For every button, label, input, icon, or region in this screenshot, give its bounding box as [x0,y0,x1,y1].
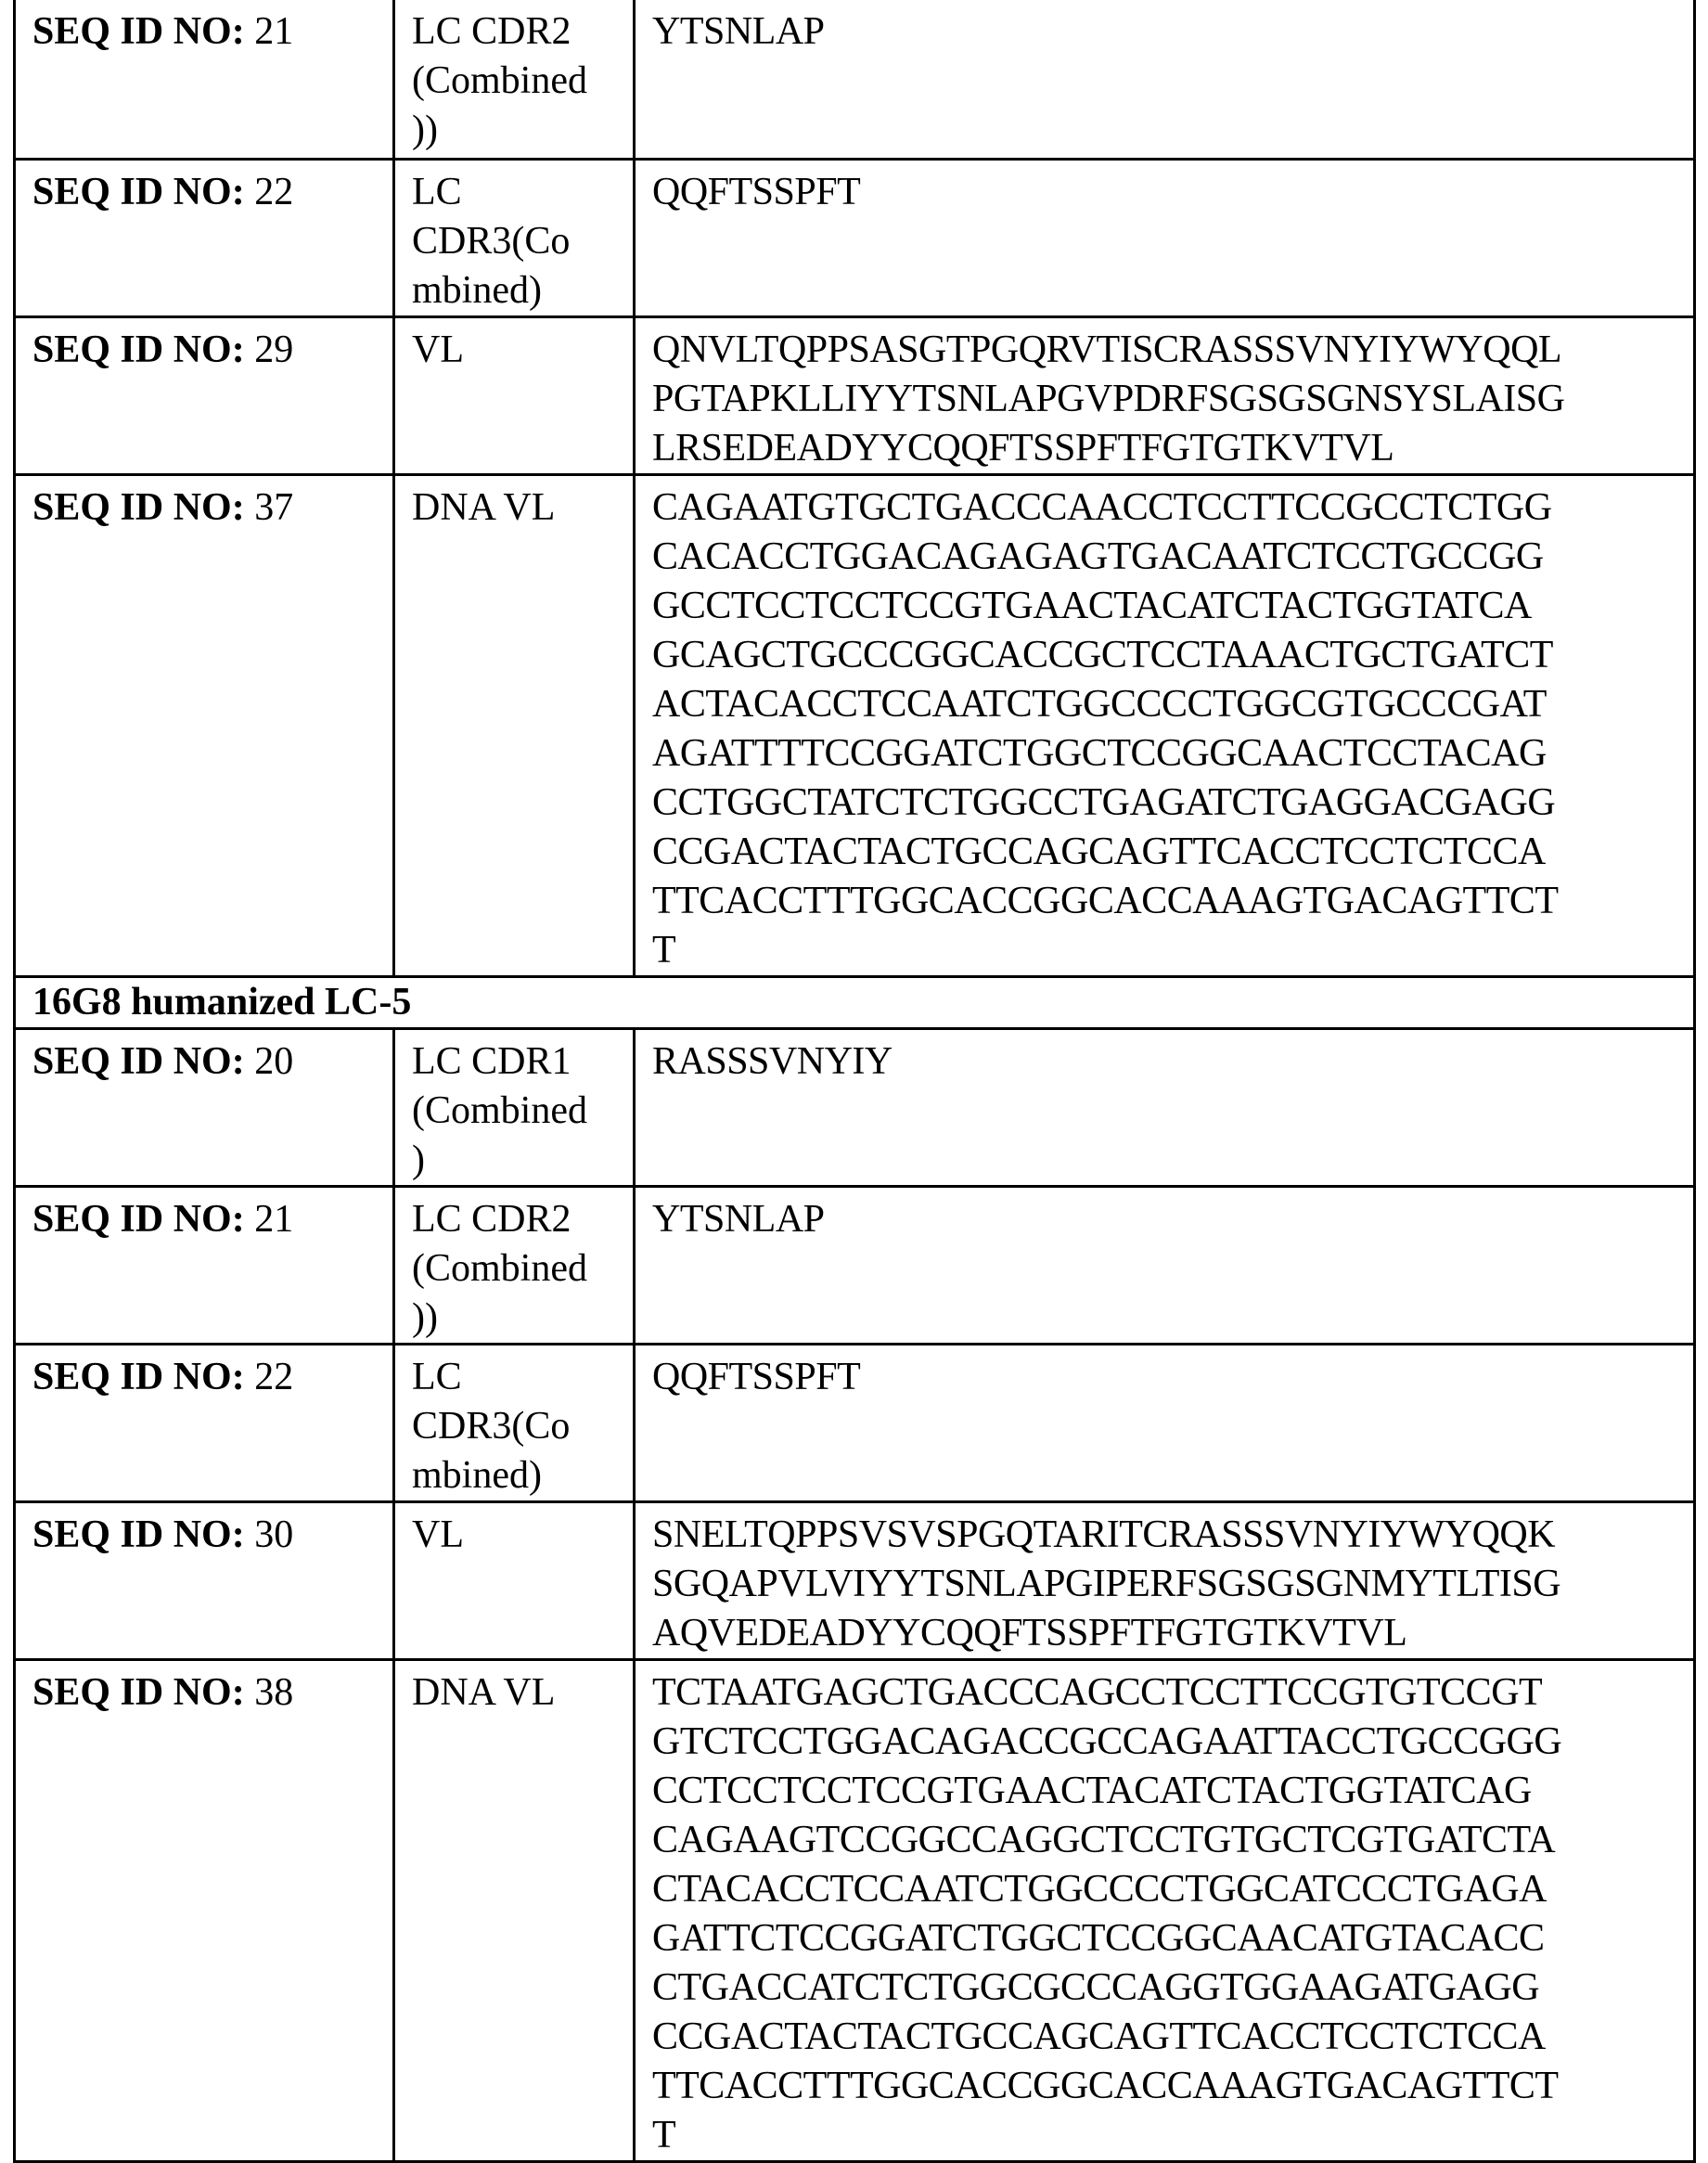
table-row [15,160,1695,317]
table-row [15,317,1695,475]
sequence-cell: CAGAATGTGCTGACCCAACCTCCTTCCGCCTCTGG CACACCTGGACAGAGAGTGACAATCTCCTGCCGG GCCTCCTCCTCCGTGAACTACATCTACTGGTATCA GCAGCTGCCCGGCACCGCTCCTAAACTGCTGATCT ACTACACCTCCAATCTGGCCCCTGGCGTGCCCGAT AGATTTTCCGGATCTGGCTCCGGCAACTCCTACAG CCTGGCTATCTCTGGCCTGAGATCTGAGGACGAGG CCGACTACTACTGCCAGCAGTTCACCTCCTCTCCA TTCACCTTTGGCACCGGCACCAAAGTGACAGTTCT T [635,475,1695,977]
table-row [15,1502,1695,1660]
table-row [15,1029,1695,1187]
region-cell: VL [394,317,635,475]
region-cell: LC CDR1 (Combined ) [394,1029,635,1187]
table-row [15,0,1695,160]
seq-id-label: SEQ ID NO: [32,1671,245,1714]
seq-id-label: SEQ ID NO: [32,328,245,371]
seq-id-label: SEQ ID NO: [32,1513,245,1556]
sequence-cell: SNELTQPPSVSVSPGQTARITCRASSSVNYIYWYQQK SGQAPVLVIYYTSNLAPGIPERFSGSGSGNMYTLTISG AQVEDEADYYCQQFTSSPFTFGTGTKVTVL [635,1502,1695,1660]
sequence-cell: YTSNLAP [635,1187,1695,1345]
region-cell: LC CDR2 (Combined )) [394,1187,635,1345]
seq-id-cell [15,1187,394,1345]
seq-id-number: 38 [254,1671,293,1714]
seq-id-number: 30 [254,1513,293,1556]
table-row [15,475,1695,977]
seq-id-label: SEQ ID NO: [32,1198,245,1241]
seq-id-number: 37 [254,486,293,529]
seq-id-cell [15,475,394,977]
seq-id-number: 22 [254,171,293,213]
sequence-cell: TCTAATGAGCTGACCCAGCCTCCTTCCGTGTCCGT GTCTCCTGGACAGACCGCCAGAATTACCTGCCGGG CCTCCTCCTCCGTGAACTACATCTACTGGTATCAG CAGAAGTCCGGCCAGGCTCCTGTGCTCGTGATCTA CTACACCTCCAATCTGGCCCCTGGCATCCCTGAGA GATTCTCCGGATCTGGCTCCGGCAACATGTACACC CTGACCATCTCTGGCGCCCAGGTGGAAGATGAGG CCGACTACTACTGCCAGCAGTTCACCTCCTCTCCA TTCACCTTTGGCACCGGCACCAAAGTGACAGTTCT T [635,1660,1695,2162]
seq-id-cell [15,1660,394,2162]
region-cell: DNA VL [394,1660,635,2162]
section-header-row [15,977,1695,1029]
sequence-cell: RASSSVNYIY [635,1029,1695,1187]
seq-id-number: 21 [254,1198,293,1241]
seq-id-number: 29 [254,328,293,371]
seq-id-label: SEQ ID NO: [32,1356,245,1398]
region-cell: LC CDR3(Co mbined) [394,160,635,317]
sequence-cell: QQFTSSPFT [635,1345,1695,1502]
seq-id-label: SEQ ID NO: [32,10,245,53]
seq-id-number: 20 [254,1040,293,1083]
seq-id-cell [15,317,394,475]
sequence-table [13,0,1696,2163]
seq-id-label: SEQ ID NO: [32,486,245,529]
table-row [15,1660,1695,2162]
sequence-cell: QQFTSSPFT [635,160,1695,317]
seq-id-number: 21 [254,10,293,53]
region-cell: DNA VL [394,475,635,977]
seq-id-label: SEQ ID NO: [32,1040,245,1083]
seq-id-number: 22 [254,1356,293,1398]
sequence-cell: YTSNLAP [635,0,1695,160]
sequence-cell: QNVLTQPPSASGTPGQRVTISCRASSSVNYIYWYQQL PGTAPKLLIYYTSNLAPGVPDRFSGSGSGNSYSLAISG LRSEDEADYYCQQFTSSPFTFGTGTKVTVL [635,317,1695,475]
table-row [15,1187,1695,1345]
seq-id-cell [15,1345,394,1502]
seq-id-cell [15,1029,394,1187]
region-cell: VL [394,1502,635,1660]
region-cell: LC CDR2 (Combined )) [394,0,635,160]
table-row [15,1345,1695,1502]
seq-id-label: SEQ ID NO: [32,171,245,213]
seq-id-cell [15,160,394,317]
seq-id-cell [15,1502,394,1660]
region-cell: LC CDR3(Co mbined) [394,1345,635,1502]
section-title: 16G8 humanized LC-5 [15,977,1695,1029]
seq-id-cell [15,0,394,160]
